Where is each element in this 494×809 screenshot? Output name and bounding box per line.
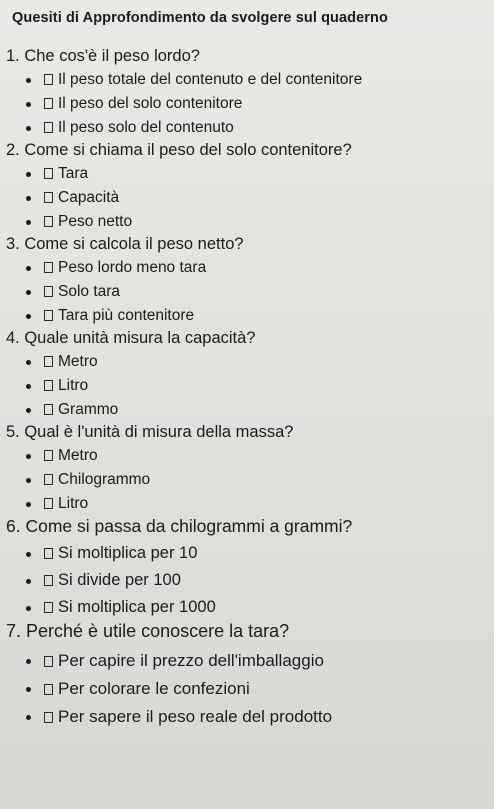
answer-option[interactable] xyxy=(6,703,494,731)
checkbox-icon[interactable] xyxy=(44,168,53,179)
option-label: Litro xyxy=(58,377,89,394)
option-label: Chilogrammo xyxy=(58,471,151,488)
option-label: Metro xyxy=(58,447,98,464)
bullet-icon xyxy=(26,360,31,365)
checkbox-icon[interactable] xyxy=(44,74,53,85)
checkbox-icon[interactable] xyxy=(44,310,53,321)
answer-option[interactable] xyxy=(6,374,494,398)
answer-options xyxy=(6,68,494,140)
question-1 xyxy=(6,46,494,140)
answer-option[interactable] xyxy=(6,350,494,374)
answer-options xyxy=(6,540,494,621)
answer-options xyxy=(6,162,494,234)
bullet-icon xyxy=(26,715,31,720)
question-text: 1. Che cos'è il peso lordo? xyxy=(6,47,200,65)
option-label: Il peso totale del contenuto e del contenitore xyxy=(58,71,363,88)
option-label: Solo tara xyxy=(58,283,121,300)
checkbox-icon[interactable] xyxy=(44,404,53,415)
answer-option[interactable] xyxy=(6,468,494,492)
option-label: Peso lordo meno tara xyxy=(58,259,207,276)
answer-option[interactable] xyxy=(6,116,494,140)
answer-option[interactable] xyxy=(6,567,494,594)
option-label: Il peso del solo contenitore xyxy=(58,95,243,112)
option-label: Si moltiplica per 1000 xyxy=(58,598,216,616)
answer-option[interactable] xyxy=(6,210,494,234)
checkbox-icon[interactable] xyxy=(44,192,53,203)
bullet-icon xyxy=(26,552,31,557)
question-7 xyxy=(6,621,494,731)
bullet-icon xyxy=(26,659,31,664)
option-label: Per colorare le confezioni xyxy=(58,679,250,698)
bullet-icon xyxy=(26,384,31,389)
option-label: Per capire il prezzo dell'imballaggio xyxy=(58,651,324,670)
answer-options xyxy=(6,444,494,516)
question-text: 7. Perché è utile conoscere la tara? xyxy=(6,621,290,641)
question-5 xyxy=(6,422,494,516)
answer-option[interactable] xyxy=(6,492,494,516)
checkbox-icon[interactable] xyxy=(44,684,53,695)
worksheet-title: Quesiti di Approfondimento da svolgere sul quaderno xyxy=(12,10,388,26)
bullet-icon xyxy=(26,290,31,295)
checkbox-icon[interactable] xyxy=(44,474,53,485)
bullet-icon xyxy=(26,502,31,507)
answer-option[interactable] xyxy=(6,398,494,422)
checkbox-icon[interactable] xyxy=(44,602,53,613)
bullet-icon xyxy=(26,220,31,225)
checkbox-icon[interactable] xyxy=(44,380,53,391)
question-text: 6. Come si passa da chilogrammi a grammi? xyxy=(6,516,353,536)
checkbox-icon[interactable] xyxy=(44,98,53,109)
option-label: Metro xyxy=(58,353,98,370)
checkbox-icon[interactable] xyxy=(44,548,53,559)
bullet-icon xyxy=(26,687,31,692)
bullet-icon xyxy=(26,78,31,83)
checkbox-icon[interactable] xyxy=(44,712,53,723)
checkbox-icon[interactable] xyxy=(44,122,53,133)
bullet-icon xyxy=(26,408,31,413)
answer-option[interactable] xyxy=(6,444,494,468)
answer-options xyxy=(6,256,494,328)
answer-option[interactable] xyxy=(6,647,494,675)
question-6 xyxy=(6,516,494,621)
bullet-icon xyxy=(26,478,31,483)
question-text: 3. Come si calcola il peso netto? xyxy=(6,235,244,253)
answer-option[interactable] xyxy=(6,92,494,116)
option-label: Grammo xyxy=(58,401,119,418)
answer-options xyxy=(6,647,494,731)
option-label: Tara xyxy=(58,165,89,182)
checkbox-icon[interactable] xyxy=(44,286,53,297)
checkbox-icon[interactable] xyxy=(44,216,53,227)
option-label: Si divide per 100 xyxy=(58,571,181,589)
bullet-icon xyxy=(26,606,31,611)
bullet-icon xyxy=(26,196,31,201)
checkbox-icon[interactable] xyxy=(44,450,53,461)
question-text: 4. Quale unità misura la capacità? xyxy=(6,329,256,347)
option-label: Capacità xyxy=(58,189,120,206)
checkbox-icon[interactable] xyxy=(44,356,53,367)
answer-option[interactable] xyxy=(6,304,494,328)
bullet-icon xyxy=(26,266,31,271)
checkbox-icon[interactable] xyxy=(44,575,53,586)
bullet-icon xyxy=(26,126,31,131)
question-text: 2. Come si chiama il peso del solo contenitore? xyxy=(6,141,352,159)
checkbox-icon[interactable] xyxy=(44,498,53,509)
bullet-icon xyxy=(26,172,31,177)
answer-option[interactable] xyxy=(6,594,494,621)
bullet-icon xyxy=(26,102,31,107)
answer-option[interactable] xyxy=(6,675,494,703)
option-label: Peso netto xyxy=(58,213,133,230)
bullet-icon xyxy=(26,314,31,319)
option-label: Per sapere il peso reale del prodotto xyxy=(58,707,333,726)
option-label: Tara più contenitore xyxy=(58,307,195,324)
checkbox-icon[interactable] xyxy=(44,656,53,667)
question-4 xyxy=(6,328,494,422)
answer-option[interactable] xyxy=(6,162,494,186)
option-label: Litro xyxy=(58,495,89,512)
bullet-icon xyxy=(26,579,31,584)
option-label: Si moltiplica per 10 xyxy=(58,544,198,562)
answer-options xyxy=(6,350,494,422)
bullet-icon xyxy=(26,454,31,459)
checkbox-icon[interactable] xyxy=(44,262,53,273)
answer-option[interactable] xyxy=(6,280,494,304)
question-2 xyxy=(6,140,494,234)
question-3 xyxy=(6,234,494,328)
answer-option[interactable] xyxy=(6,540,494,567)
answer-option[interactable] xyxy=(6,256,494,280)
answer-option[interactable] xyxy=(6,186,494,210)
answer-option[interactable] xyxy=(6,68,494,92)
option-label: Il peso solo del contenuto xyxy=(58,119,234,136)
question-text: 5. Qual è l'unità di misura della massa? xyxy=(6,423,294,441)
